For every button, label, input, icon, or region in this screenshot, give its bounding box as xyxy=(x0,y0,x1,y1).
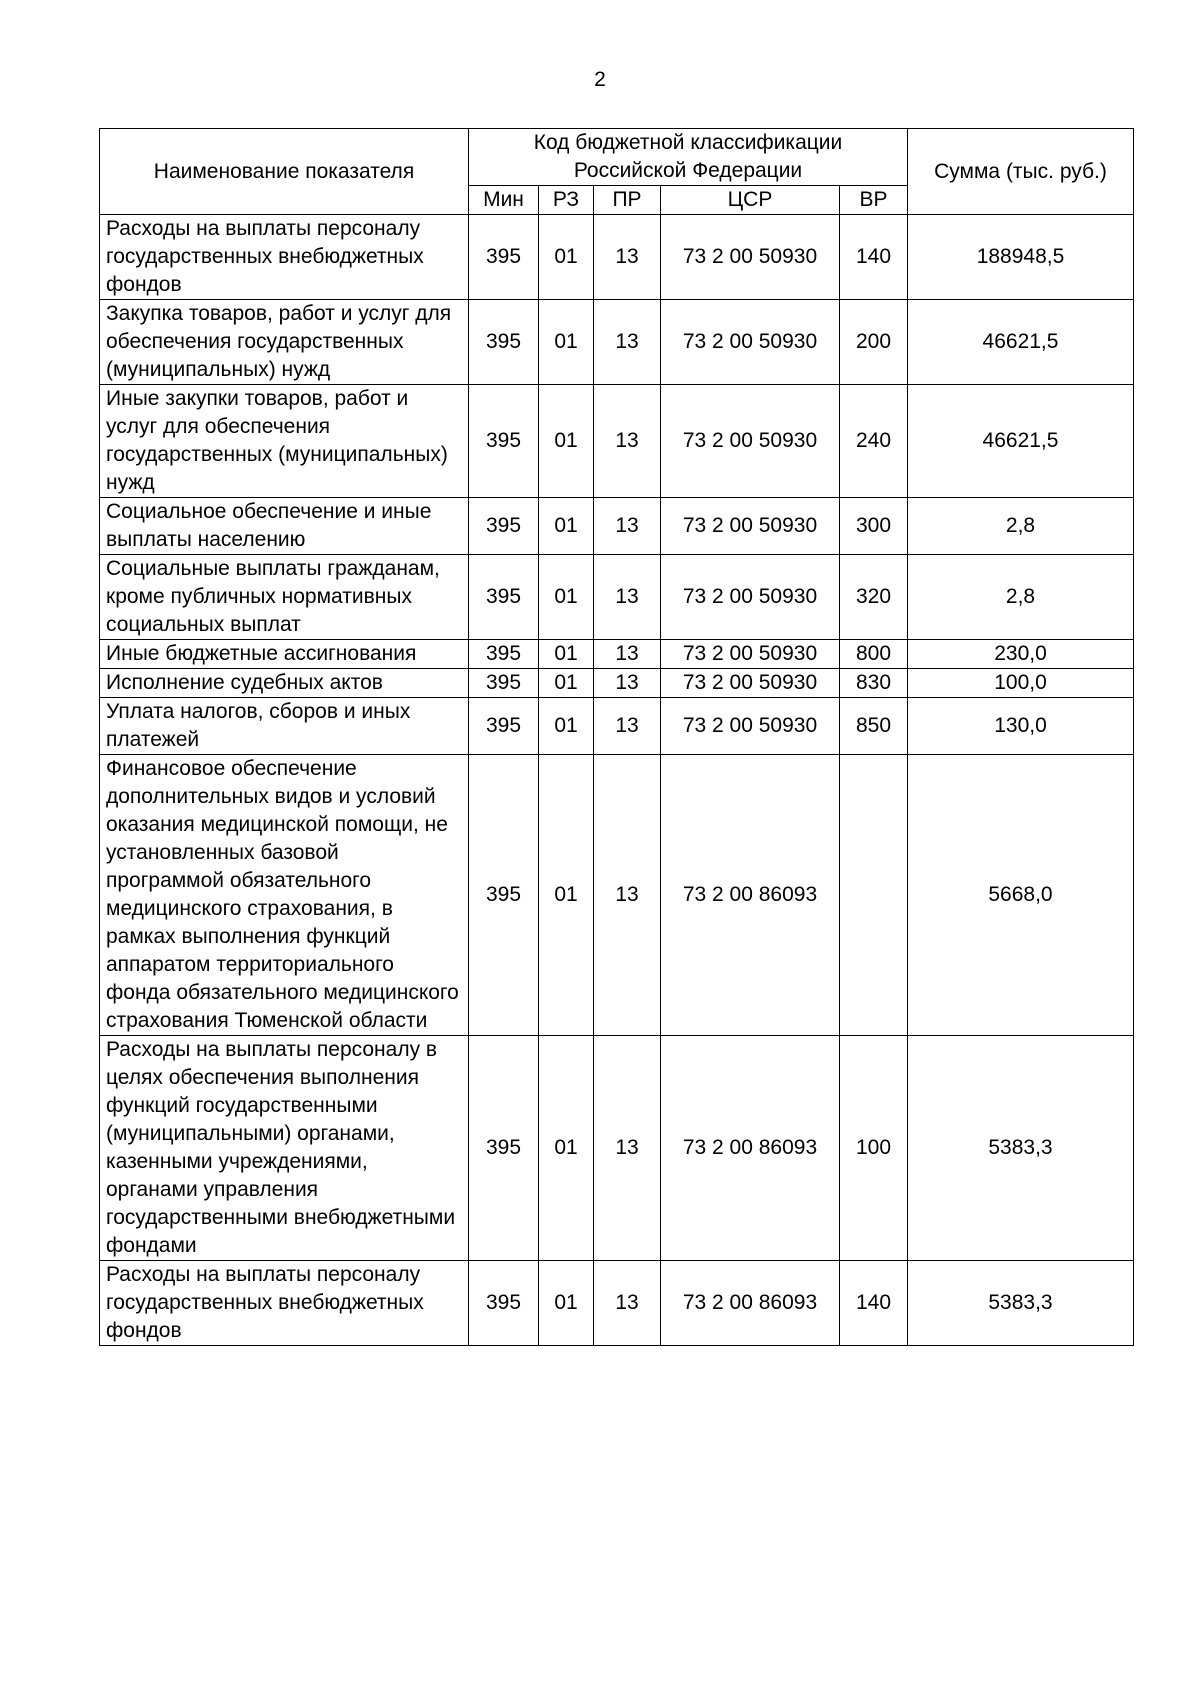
row-min: 395 xyxy=(469,640,539,669)
row-vr: 320 xyxy=(840,555,908,640)
row-sum: 188948,5 xyxy=(908,215,1134,300)
row-sum: 100,0 xyxy=(908,669,1134,698)
row-name: Финансовое обеспечение дополнительных видов и условий оказания медицинской помощи, не установленных базовой программой обязательного медицинского страхования, в рамках выполнения функций аппаратом территориального фонда обязательного медицинского страхования Тюменской области xyxy=(100,755,469,1036)
header-pr: ПР xyxy=(594,186,661,215)
row-pr: 13 xyxy=(594,300,661,385)
row-pr: 13 xyxy=(594,385,661,498)
row-name: Закупка товаров, работ и услуг для обеспечения государственных (муниципальных) нужд xyxy=(100,300,469,385)
table-body xyxy=(100,215,1134,1346)
row-pr: 13 xyxy=(594,1261,661,1346)
page-number: 2 xyxy=(594,68,606,91)
table-row xyxy=(100,498,1134,555)
row-sum: 5668,0 xyxy=(908,755,1134,1036)
row-vr: 140 xyxy=(840,215,908,300)
row-rz: 01 xyxy=(539,385,594,498)
row-vr: 240 xyxy=(840,385,908,498)
row-sum: 46621,5 xyxy=(908,300,1134,385)
row-sum: 46621,5 xyxy=(908,385,1134,498)
row-rz: 01 xyxy=(539,1036,594,1261)
row-min: 395 xyxy=(469,669,539,698)
row-sum: 130,0 xyxy=(908,698,1134,755)
row-min: 395 xyxy=(469,1261,539,1346)
row-csr: 73 2 00 86093 xyxy=(661,1261,840,1346)
row-name: Социальное обеспечение и иные выплаты населению xyxy=(100,498,469,555)
row-min: 395 xyxy=(469,698,539,755)
row-sum: 230,0 xyxy=(908,640,1134,669)
row-sum: 5383,3 xyxy=(908,1261,1134,1346)
row-name: Иные бюджетные ассигнования xyxy=(100,640,469,669)
row-pr: 13 xyxy=(594,669,661,698)
row-name: Социальные выплаты гражданам, кроме публичных нормативных социальных выплат xyxy=(100,555,469,640)
row-vr: 800 xyxy=(840,640,908,669)
header-rz: РЗ xyxy=(539,186,594,215)
table-row xyxy=(100,300,1134,385)
row-csr: 73 2 00 50930 xyxy=(661,385,840,498)
row-pr: 13 xyxy=(594,1036,661,1261)
row-csr: 73 2 00 50930 xyxy=(661,669,840,698)
row-pr: 13 xyxy=(594,215,661,300)
row-name: Расходы на выплаты персоналу государственных внебюджетных фондов xyxy=(100,215,469,300)
row-name: Исполнение судебных актов xyxy=(100,669,469,698)
table-row xyxy=(100,755,1134,1036)
header-vr: ВР xyxy=(840,186,908,215)
table-row xyxy=(100,215,1134,300)
header-csr: ЦСР xyxy=(661,186,840,215)
table-row xyxy=(100,1036,1134,1261)
row-vr: 850 xyxy=(840,698,908,755)
row-rz: 01 xyxy=(539,755,594,1036)
budget-table xyxy=(99,128,1134,1346)
row-pr: 13 xyxy=(594,498,661,555)
row-min: 395 xyxy=(469,755,539,1036)
row-min: 395 xyxy=(469,300,539,385)
row-pr: 13 xyxy=(594,640,661,669)
row-csr: 73 2 00 50930 xyxy=(661,498,840,555)
row-min: 395 xyxy=(469,498,539,555)
table-header xyxy=(100,129,1134,215)
row-rz: 01 xyxy=(539,698,594,755)
row-csr: 73 2 00 50930 xyxy=(661,640,840,669)
table-row xyxy=(100,1261,1134,1346)
row-rz: 01 xyxy=(539,555,594,640)
row-vr: 100 xyxy=(840,1036,908,1261)
row-pr: 13 xyxy=(594,755,661,1036)
table-row xyxy=(100,669,1134,698)
row-csr: 73 2 00 50930 xyxy=(661,215,840,300)
row-name: Расходы на выплаты персоналу в целях обеспечения выполнения функций государственными (муниципальными) органами, казенными учреждениями, органами управления государственными внебюджетными фондами xyxy=(100,1036,469,1261)
row-csr: 73 2 00 50930 xyxy=(661,698,840,755)
row-vr: 140 xyxy=(840,1261,908,1346)
row-vr: 200 xyxy=(840,300,908,385)
row-rz: 01 xyxy=(539,498,594,555)
row-rz: 01 xyxy=(539,215,594,300)
row-name: Иные закупки товаров, работ и услуг для обеспечения государственных (муниципальных) нужд xyxy=(100,385,469,498)
header-name: Наименование показателя xyxy=(100,129,469,215)
row-vr: 300 xyxy=(840,498,908,555)
table-row xyxy=(100,385,1134,498)
table-row xyxy=(100,698,1134,755)
row-rz: 01 xyxy=(539,669,594,698)
row-min: 395 xyxy=(469,215,539,300)
header-code-group: Код бюджетной классификации Российской Федерации xyxy=(469,129,908,186)
row-rz: 01 xyxy=(539,1261,594,1346)
row-sum: 5383,3 xyxy=(908,1036,1134,1261)
row-sum: 2,8 xyxy=(908,498,1134,555)
row-csr: 73 2 00 50930 xyxy=(661,300,840,385)
header-min: Мин xyxy=(469,186,539,215)
header-sum: Сумма (тыс. руб.) xyxy=(908,129,1134,215)
row-csr: 73 2 00 50930 xyxy=(661,555,840,640)
row-min: 395 xyxy=(469,385,539,498)
table-row xyxy=(100,555,1134,640)
table-row xyxy=(100,640,1134,669)
row-pr: 13 xyxy=(594,698,661,755)
row-vr xyxy=(840,755,908,1036)
row-csr: 73 2 00 86093 xyxy=(661,1036,840,1261)
row-min: 395 xyxy=(469,1036,539,1261)
row-name: Уплата налогов, сборов и иных платежей xyxy=(100,698,469,755)
row-csr: 73 2 00 86093 xyxy=(661,755,840,1036)
row-min: 395 xyxy=(469,555,539,640)
row-vr: 830 xyxy=(840,669,908,698)
row-rz: 01 xyxy=(539,300,594,385)
row-pr: 13 xyxy=(594,555,661,640)
row-rz: 01 xyxy=(539,640,594,669)
row-name: Расходы на выплаты персоналу государственных внебюджетных фондов xyxy=(100,1261,469,1346)
row-sum: 2,8 xyxy=(908,555,1134,640)
